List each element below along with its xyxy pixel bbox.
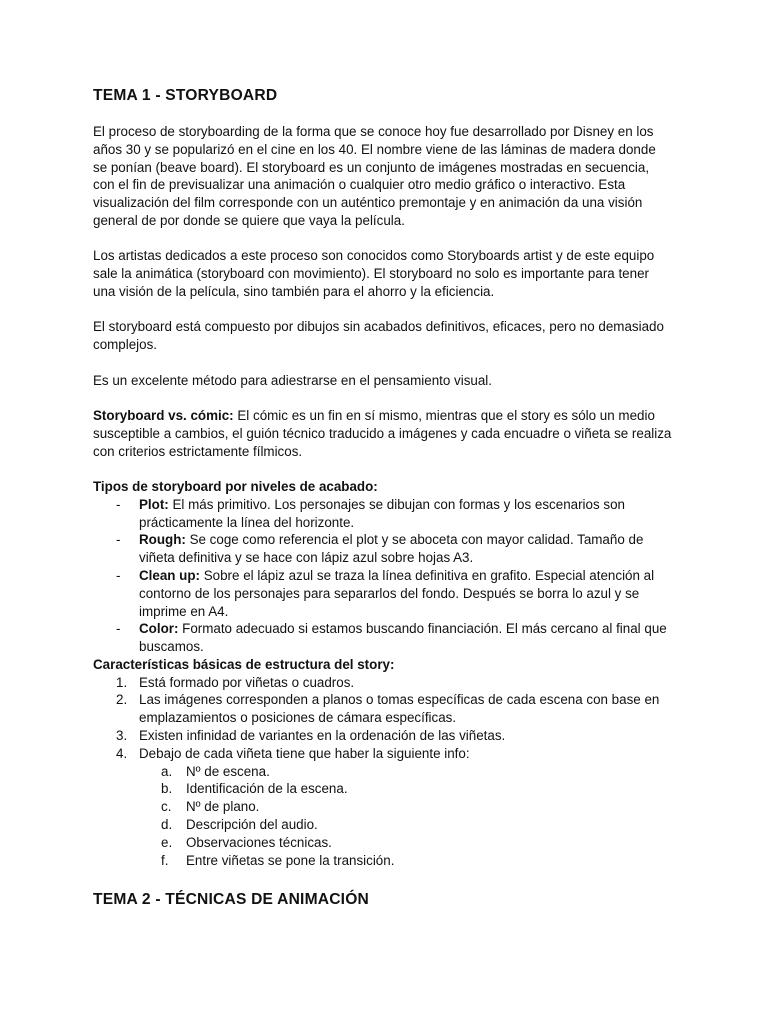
sublist-item-text: Nº de escena.: [186, 763, 270, 779]
sublist-item-text: Descripción del audio.: [186, 817, 318, 833]
type-term: Color:: [139, 621, 179, 637]
letter-marker: f.: [161, 852, 169, 868]
section-heading-tema-2: TEMA 2 - TÉCNICAS DE ANIMACIÓN: [93, 891, 370, 909]
sublist-item-text: Nº de plano.: [186, 799, 260, 815]
type-term: Rough:: [139, 532, 186, 548]
list-item-text: Las imágenes corresponden a planos o tomas específicas de cada escena con base en emplazamientos o posiciones de cámara específicas.: [139, 692, 660, 726]
type-description: Sobre el lápiz azul se traza la línea definitiva en grafito. Especial atención al contorno de los personajes para separarlos del fondo. Después se borra lo azul y se imprime en A4.: [139, 567, 655, 619]
paragraph-intro: El proceso de storyboarding de la forma que se conoce hoy fue desarrollado por Disney en los años 30 y se popularizó en el cine en los 40. El nombre viene de las láminas de madera donde se ponían (beave board). El storyboard es un conjunto de imágenes mostradas en secuencia, con el fin de previsualizar una animación o cualquier otro medio gráfico o interactivo. Esta visualización del film corresponde con un auténtico premontaje y en animación da una visión general de por donde se quiere que vaya la película.: [93, 124, 656, 228]
dash-bullet: -: [116, 567, 121, 583]
list-item: [93, 691, 673, 727]
sublist-item: [93, 852, 673, 870]
type-term: Clean up:: [139, 567, 201, 583]
list-item: [93, 674, 673, 692]
sublist-item-text: Identificación de la escena.: [186, 781, 348, 797]
list-item: [93, 727, 673, 745]
document-body: [93, 86, 673, 910]
sublist-item-text: Entre viñetas se pone la transición.: [186, 852, 395, 868]
letter-marker: e.: [161, 834, 173, 850]
sublist-item: [93, 798, 673, 816]
term-storyboard-vs-comic: Storyboard vs. cómic:: [93, 407, 234, 423]
paragraph-composition: El storyboard está compuesto por dibujos sin acabados definitivos, eficaces, pero no demasiado complejos.: [93, 319, 664, 353]
letter-marker: d.: [161, 817, 173, 833]
list-item-text: Existen infinidad de variantes en la ordenación de las viñetas.: [139, 728, 506, 744]
list-item-text: Está formado por viñetas o cuadros.: [139, 674, 355, 690]
letter-marker: a.: [161, 763, 173, 779]
letter-marker: c.: [161, 799, 172, 815]
paragraph-storyboard-vs-comic: [93, 407, 673, 460]
dash-bullet: -: [116, 496, 121, 512]
section-heading-tema-1: TEMA 1 - STORYBOARD: [93, 87, 278, 104]
characteristics-list: [93, 674, 673, 763]
sublist-item: [93, 780, 673, 798]
sublist-item: [93, 816, 673, 834]
types-list: [93, 496, 673, 656]
list-item: [93, 531, 673, 567]
type-description: Se coge como referencia el plot y se aboceta con mayor calidad. Tamaño de viñeta definitiva y se hace con lápiz azul sobre hojas A3.: [139, 532, 644, 566]
type-term: Plot:: [139, 496, 169, 512]
letter-marker: b.: [161, 781, 173, 797]
sublist-item: [93, 834, 673, 852]
paragraph-method: Es un excelente método para adiestrarse en el pensamiento visual.: [93, 372, 492, 388]
sublist-item-text: Observaciones técnicas.: [186, 834, 332, 850]
characteristics-heading: Características básicas de estructura del story:: [93, 656, 395, 672]
types-heading: Tipos de storyboard por niveles de acabado:: [93, 478, 378, 494]
type-description: Formato adecuado si estamos buscando financiación. El más cercano al final que buscamos.: [139, 621, 667, 655]
sublist-item: [93, 763, 673, 781]
info-sublist: [93, 763, 673, 870]
number-marker: 3.: [116, 728, 128, 744]
dash-bullet: -: [116, 532, 121, 548]
paragraph-artists: Los artistas dedicados a este proceso son conocidos como Storyboards artist y de este equipo sale la animática (storyboard con movimiento). El storyboard no solo es importante para tener una visión de la película, sino también para el ahorro y la eficiencia.: [93, 248, 655, 299]
number-marker: 4.: [116, 745, 128, 761]
number-marker: 1.: [116, 674, 128, 690]
type-description: El más primitivo. Los personajes se dibujan con formas y los escenarios son prácticamente la línea del horizonte.: [139, 496, 625, 530]
dash-bullet: -: [116, 621, 121, 637]
definition-storyboard-vs-comic: El cómic es un fin en sí mismo, mientras que el story es sólo un medio susceptible a cambios, el guión técnico traducido a imágenes y cada encuadre o viñeta se realiza con criterios estrictamente fílmicos.: [93, 407, 672, 459]
list-item: [93, 620, 673, 656]
list-item: [93, 745, 673, 763]
list-item-text: Debajo de cada viñeta tiene que haber la siguiente info:: [139, 745, 470, 761]
list-item: [93, 567, 673, 620]
list-item: [93, 496, 673, 532]
number-marker: 2.: [116, 692, 128, 708]
